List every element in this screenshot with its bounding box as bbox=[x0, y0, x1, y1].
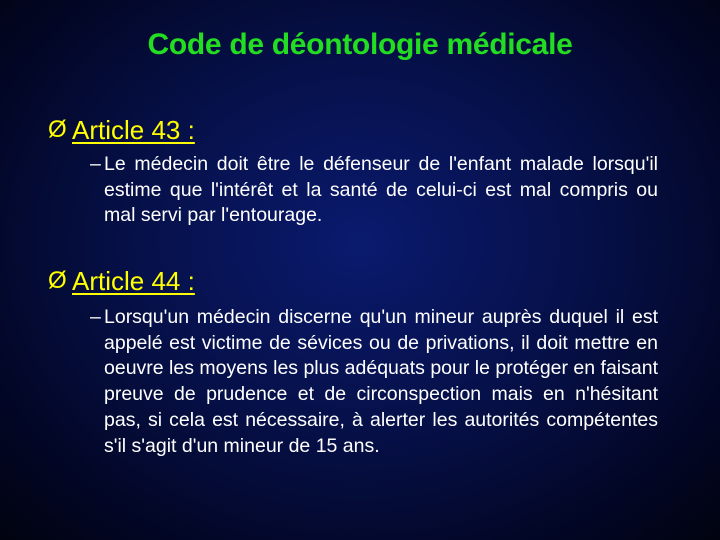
dash-bullet: – bbox=[90, 306, 101, 328]
article-44-paragraph bbox=[90, 305, 658, 459]
slide-title: Code de déontologie médicale bbox=[147, 28, 573, 61]
article-43-label: Article 43 : bbox=[72, 115, 195, 145]
article-44-label: Article 44 : bbox=[72, 266, 195, 296]
arrow-bullet-icon: Ø bbox=[48, 116, 67, 143]
article-43-text: Le médecin doit être le défenseur de l'enfant malade lorsqu'il estime que l'intérêt et la santé de celui-ci est mal compris ou mal servi par l'entourage. bbox=[104, 153, 658, 227]
dash-bullet: – bbox=[90, 153, 101, 175]
article-43-heading bbox=[48, 114, 195, 146]
arrow-bullet-icon: Ø bbox=[48, 267, 67, 294]
article-44-heading bbox=[48, 265, 195, 297]
article-44-text: Lorsqu'un médecin discerne qu'un mineur auprès duquel il est appelé est victime de sévices ou de privations, il doit mettre en oeuvre les moyens les plus adéquats pour le protéger en faisant preuve de prudence et de circonspection mais en n'hésitant pas, si cela est nécessaire, à alerter les autorités compétentes s'il s'agit d'un mineur de 15 ans. bbox=[104, 306, 658, 457]
article-43-paragraph bbox=[90, 152, 658, 229]
